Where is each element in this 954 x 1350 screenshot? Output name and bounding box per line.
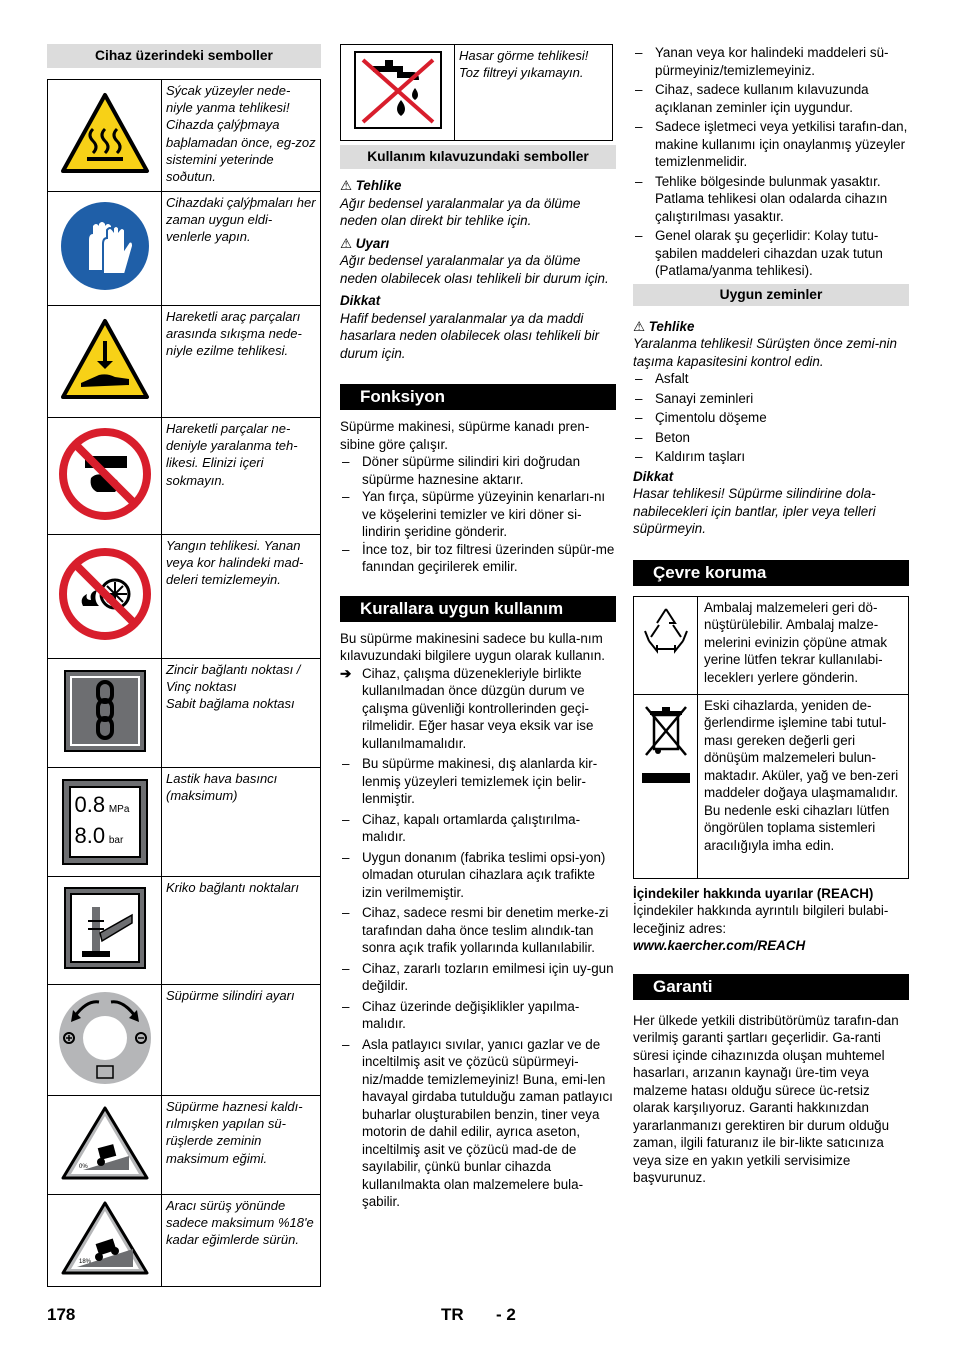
- jack-point-icon: [48, 877, 162, 985]
- chain-attachment-icon: [48, 659, 162, 768]
- usage-arrow-text: Cihaz, çalışma düzenekleriyle birlikte kullanılmadan önce düzgün durum ve çalışma güvenliği kontrollerinden geçi-rilmelidir. Eğer hasar veya eksik var ise kullanılmamalıdır.: [362, 665, 594, 751]
- reach-text: İçindekiler hakkında ayrıntılı bilgileri bulabi-leceğiniz adres:: [633, 903, 889, 936]
- surfaces-caution-title: Dikkat: [633, 468, 674, 484]
- warranty-text: Her ülkede yetkili distribütörümüz tarafın-dan verilmiş garanti şartları geçerlidir. Ga-ranti süresi içinde cihazınızda oluşan muhtemel hasarları, arızanın kaynağı üre-tim veya malzeme hatası olduğu sürece üc-retsiz olarak karşılıyoruz. Garanti hakkınızdan yararlanmanızı gerektiren bir durum olduğu zaman, ilgili faturanız ile bir-likte satıcınıza veya size en yakın yetkili servisimize başvurunuz.: [633, 1012, 899, 1185]
- list-item: – Döner süpürme silindiri kiri doğrudan süpürme haznesine aktarır.: [340, 453, 616, 488]
- warning-triangle-icon: ⚠: [633, 318, 646, 334]
- device-symbols-header: Cihaz üzerindeki semboller: [47, 44, 321, 68]
- manual-symbols-header: Kullanım kılavuzundaki semboller: [340, 145, 616, 169]
- list-item: – Kaldırım taşları: [633, 448, 909, 466]
- usage-header: Kurallara uygun kullanım: [340, 596, 616, 622]
- symbol-text: Yangın tehlikesi. Yanan veya kor halindeki mad-deleri temizlemeyin.: [162, 535, 321, 659]
- list-item: – Çimentolu döşeme: [633, 409, 909, 427]
- language-code: TR: [441, 1305, 464, 1324]
- slope-drive-warning-icon: [48, 1195, 162, 1287]
- usage-intro: Bu süpürme makinesini sadece bu kulla-nım kılavuzundaki bilgilere uygun olarak kullanın.: [340, 630, 605, 663]
- list-item: – Beton: [633, 429, 909, 447]
- wear-gloves-icon: [48, 192, 162, 306]
- list-item: – Genel olarak şu geçerlidir: Kolay tutu-şabilen maddeleri cihazdan uzak tutun (Patlama/yanma tehlikesi).: [633, 227, 909, 280]
- mpa-unit: MPa: [108, 804, 130, 815]
- env-table: [633, 596, 909, 879]
- warning-triangle-icon: ⚠: [340, 178, 353, 193]
- section-number-text: - 2: [496, 1305, 516, 1324]
- list-item: – Cihaz, zararlı tozların emilmesi için uy-gun değildir.: [340, 960, 616, 995]
- bar-value: 8.0: [74, 823, 106, 848]
- slope-hopper-warning-icon: [48, 1096, 162, 1195]
- slope-label: 0%: [78, 1163, 88, 1170]
- symbol-text: Süpürme silindiri ayarı: [162, 985, 321, 1096]
- crossed-bin-icon: [634, 694, 698, 878]
- symbol-text: Hareketli parçalar ne-deniyle yaralanma teh-likesi. Elinizi içeri sokmayın.: [162, 418, 321, 535]
- roller-adjust-icon: [48, 985, 162, 1096]
- danger-text: Ağır bedensel yaralanmalar ya da ölüme neden olan direkt bir tehlike için.: [340, 195, 581, 228]
- warning-label: [340, 235, 616, 253]
- danger-label: [340, 177, 616, 195]
- warning-title: Uyarı: [355, 235, 390, 251]
- function-intro: Süpürme makinesi, süpürme kanadı pren-sibine göre çalışır.: [340, 419, 590, 452]
- bar-unit: bar: [108, 835, 124, 846]
- no-reach-in-icon: [48, 418, 162, 535]
- env-text: Eski cihazlarda, yeniden de-ğerlendirme işlemine tabi tutul-ması gereken değerli geri dönüşüm malzemeleri bulun-maktadır. Aküler, yağ ve ben-zeri maddeler doğaya ulaşmamalıdır. Bu nedenle eski cihazları lütfen öngörülen toplama sistemleri aracılığıyla imha edin.: [698, 694, 909, 878]
- symbol-text: Kriko bağlantı noktaları: [162, 877, 321, 985]
- hand-crush-warning-icon: [48, 306, 162, 418]
- page-number: 178: [47, 1305, 76, 1324]
- warranty-header: Garanti: [633, 974, 909, 1000]
- list-item: – Yan fırça, süpürme yüzeyinin kenarları-nı ve köşelerini temizler ve kiri döner si-lindirin şeridine gönderir.: [340, 488, 616, 541]
- surfaces-danger-title: Tehlike: [648, 318, 695, 334]
- symbol-text: Süpürme haznesi kaldı-rılmışken yapılan sü-rüşlerde zeminin maksimum eğimi.: [162, 1096, 321, 1195]
- list-item: – Cihaz üzerinde değişiklikler yapılma-malıdır.: [340, 998, 616, 1033]
- tyre-pressure-icon: [48, 768, 162, 877]
- env-header: Çevre koruma: [633, 560, 909, 586]
- list-item: – Asfalt: [633, 370, 909, 388]
- surfaces-list: [633, 370, 909, 466]
- hot-surface-warning-icon: [48, 80, 162, 192]
- symbol-text: Aracı sürüş yönünde sadece maksimum %18'e kadar eğimlerde sürün.: [162, 1195, 321, 1287]
- list-item: – Cihaz, sadece resmi bir denetim merke-zi tarafından daha önce teslim alındık-tan sonra açık trafik yollarında kullanılabilir.: [340, 904, 616, 957]
- surfaces-caution-text: Hasar tehlikesi! Süpürme silindirine dola-nabilecekleri için bantlar, ipler veya telleri süpürmeyin.: [633, 486, 876, 536]
- device-symbols-table: [47, 79, 321, 1287]
- surfaces-danger-label: [633, 318, 909, 336]
- symbol-text: Hareketli araç parçaları arasında sıkışma nede-niyle ezilme tehlikesi.: [162, 306, 321, 418]
- list-item: – Bu süpürme makinesi, dış alanlarda kir-lenmiş yüzeyleri temizlemek için belir-lenmiştir.: [340, 755, 616, 808]
- function-header: Fonksiyon: [340, 384, 616, 410]
- caution-text: Hafif bedensel yaralanmalar ya da maddi hasarlara neden olabilecek olası tehlikeli bir durum için.: [340, 310, 600, 361]
- list-item: – Sanayi zeminleri: [633, 390, 909, 408]
- surfaces-header: Uygun zeminler: [633, 284, 909, 306]
- list-item: – Sadece işletmeci veya yetkilisi tarafın-dan, makine kullanımı için onaylanmış yüzeyler temizlenmelidir.: [633, 118, 909, 171]
- list-item: – Yanan veya kor halindeki maddeleri sü-pürmeyiniz/temizlemeyiniz.: [633, 44, 909, 79]
- symbol-text: Zincir bağlantı noktası / Vinç noktası Sabit bağlama noktası: [162, 659, 321, 768]
- symbol-text: Sýcak yüzeyler nede-niyle yanma tehlikesi! Cihazda çalýþmaya baþlamadan önce, eg-zoz sistemini yeterinde soðutun.: [162, 80, 321, 192]
- danger-title: Tehlike: [355, 178, 402, 193]
- list-item: – İnce toz, bir toz filtresi üzerinden süpür-me fanından geçirilerek emilir.: [340, 541, 616, 576]
- symbol-text: Lastik hava basıncı (maksimum): [162, 768, 321, 877]
- restrictions-list: [633, 44, 909, 280]
- list-item: – Tehlike bölgesinde bulunmak yasaktır. Patlama tehlikesi olan odalarda cihazın çalıştırılması yasaktır.: [633, 173, 909, 226]
- symbols-column: [47, 44, 321, 1287]
- function-list: [340, 453, 616, 576]
- mpa-value: 0.8: [74, 792, 106, 817]
- symbol-text: Hasar görme tehlikesi! Toz filtreyi yıkamayın.: [455, 45, 613, 141]
- list-item: – Cihaz, kapalı ortamlarda çalıştırılma-malıdır.: [340, 811, 616, 846]
- usage-list: [340, 755, 616, 1211]
- warning-triangle-icon: ⚠: [340, 235, 353, 251]
- list-item: – Asla patlayıcı sıvılar, yanıcı gazlar ve de inceltilmiş asit ve çözücü süpürmeyi-niz/madde temizlemeyiniz! Buna, emi-len havayal girdaba tutulduğu zaman patlayıcı buharlar oluşturabilen benzin, tiner veya motorin de dahil edilir, ayrıca aseton, inceltilmiş asit ve çözücü mad-de de sayılabilir, çünkü bunlar cihazda kullanılmakta olan malzemelere bula-şabilir.: [340, 1036, 616, 1211]
- reach-link[interactable]: www.kaercher.com/REACH: [633, 938, 806, 953]
- filter-symbol-table: [340, 44, 613, 141]
- reach-title: İçindekiler hakkında uyarılar (REACH): [633, 885, 874, 901]
- arrow-right-icon: ➔: [340, 665, 352, 681]
- no-wash-filter-icon: [341, 45, 455, 141]
- slope-label: 18%: [78, 1259, 91, 1266]
- recycle-icon: [634, 596, 698, 694]
- env-text: Ambalaj malzemeleri geri dö-nüştürülebilir. Ambalaj malze-melerini evinizin çöpüne atmak yerine lütfen tekrar kullanılabi-leceklerı yerlere gönderin.: [698, 596, 909, 694]
- content-column-2: [340, 44, 616, 1211]
- caution-title: Dikkat: [340, 293, 381, 308]
- list-item: – Cihaz, sadece kullanım kılavuzunda açıklanan zeminler için uygundur.: [633, 81, 909, 116]
- usage-arrow-item: [340, 665, 616, 753]
- warning-text: Ağır bedensel yaralanmalar ya da ölüme neden olabilecek olası tehlikeli bir durum için.: [340, 253, 609, 286]
- no-burning-material-icon: [48, 535, 162, 659]
- list-item: – Uygun donanım (fabrika teslimi opsi-yon) olmadan oturulan cihazlara açık trafikte izin verilmemiştir.: [340, 849, 616, 902]
- surfaces-danger-text: Yaralanma tehlikesi! Sürüşten önce zemi-nin taşıma kapasitesini kontrol edin.: [633, 336, 897, 369]
- section-number: [496, 1306, 516, 1325]
- content-column-3: [633, 44, 909, 1187]
- symbol-text: Cihazdaki çalýþmaları her zaman uygun eldi-venlerle yapın.: [162, 192, 321, 306]
